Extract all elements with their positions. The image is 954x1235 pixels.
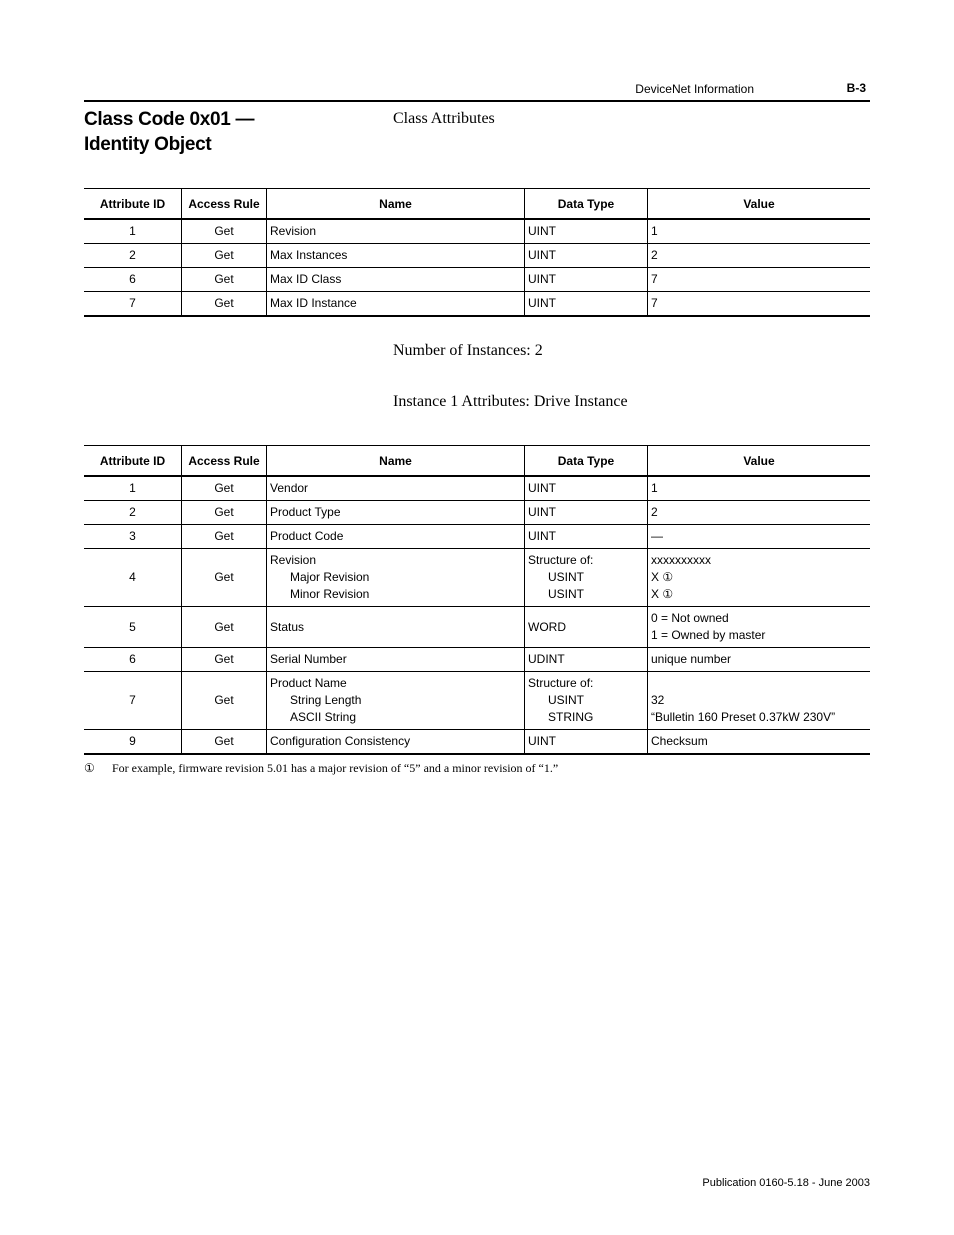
name-cell: Revision <box>267 219 525 244</box>
col-value: Value <box>648 446 871 477</box>
access-rule-cell: Get <box>182 244 267 268</box>
value-cell <box>648 476 871 501</box>
value-cell-line: X ① <box>651 587 674 601</box>
type-cell <box>525 549 648 607</box>
running-header <box>84 80 870 102</box>
type-cell: UINT <box>525 219 648 244</box>
attribute-id-cell: 2 <box>84 244 182 268</box>
type-cell <box>525 476 648 501</box>
table-row <box>84 549 870 607</box>
name-cell-line: Product Name <box>270 676 347 690</box>
value-cell: 2 <box>648 244 871 268</box>
type-cell-line: USINT <box>548 587 584 601</box>
page-number: B-3 <box>846 81 866 95</box>
attribute-id-cell: 6 <box>84 648 182 672</box>
instance-heading: Instance 1 Attributes: Drive Instance <box>393 393 628 410</box>
access-rule-cell: Get <box>182 476 267 501</box>
access-rule-cell: Get <box>182 607 267 648</box>
name-cell-line: Product Code <box>270 529 344 543</box>
class-attributes-table <box>84 188 870 317</box>
col-access-rule: Access Rule <box>182 189 267 220</box>
attribute-id-cell: 2 <box>84 501 182 525</box>
col-access-rule: Access Rule <box>182 446 267 477</box>
table-row <box>84 268 870 292</box>
access-rule-cell: Get <box>182 549 267 607</box>
value-cell <box>648 549 871 607</box>
value-cell-line: unique number <box>651 652 732 666</box>
value-cell-line: 0 = Not owned <box>651 611 729 625</box>
access-rule-cell: Get <box>182 648 267 672</box>
attribute-id-cell: 1 <box>84 219 182 244</box>
name-cell: Max Instances <box>267 244 525 268</box>
type-cell-line: UINT <box>528 529 556 543</box>
page-title <box>84 107 324 157</box>
type-cell-line: UDINT <box>528 652 565 666</box>
header-row <box>84 446 870 477</box>
title-line-2: Identity Object <box>84 134 212 155</box>
table-row <box>84 476 870 501</box>
type-cell-line: Structure of: <box>528 553 594 567</box>
attribute-id-cell: 5 <box>84 607 182 648</box>
value-cell <box>648 525 871 549</box>
table-row <box>84 219 870 244</box>
col-data-type: Data Type <box>525 189 648 220</box>
value-cell-line: 1 <box>651 481 658 495</box>
title-line-1: Class Code 0x01 — <box>84 109 255 130</box>
value-cell-line: 32 <box>651 693 665 707</box>
value-cell <box>648 730 871 755</box>
col-attribute-id: Attribute ID <box>84 189 182 220</box>
type-cell-line: WORD <box>528 619 566 634</box>
table-row <box>84 672 870 730</box>
value-cell-line: “Bulletin 160 Preset 0.37kW 230V” <box>651 710 836 724</box>
value-cell-line: 1 = Owned by master <box>651 628 766 642</box>
name-cell <box>267 672 525 730</box>
header-row <box>84 189 870 220</box>
type-cell-line: UINT <box>528 481 556 495</box>
number-of-instances: Number of Instances: 2 <box>393 342 543 359</box>
value-cell-line: X ① <box>651 570 674 584</box>
name-cell <box>267 525 525 549</box>
col-name: Name <box>267 446 525 477</box>
table-row <box>84 607 870 648</box>
name-cell-line: Revision <box>270 553 317 567</box>
table-row <box>84 501 870 525</box>
attribute-id-cell: 6 <box>84 268 182 292</box>
name-cell-line: Configuration Consistency <box>270 734 411 748</box>
col-attribute-id: Attribute ID <box>84 446 182 477</box>
access-rule-cell: Get <box>182 730 267 755</box>
col-data-type: Data Type <box>525 446 648 477</box>
attribute-id-cell: 4 <box>84 549 182 607</box>
attribute-id-cell: 3 <box>84 525 182 549</box>
footnote-text: For example, firmware revision 5.01 has a major revision of “5” and a minor revision of “1.” <box>112 761 559 775</box>
type-cell-line: Structure of: <box>528 676 594 690</box>
type-cell: UINT <box>525 268 648 292</box>
section-name: DeviceNet Information <box>635 82 754 96</box>
name-cell-line: String Length <box>290 693 362 707</box>
type-cell <box>525 730 648 755</box>
type-cell <box>525 525 648 549</box>
type-cell-line: STRING <box>548 710 594 724</box>
type-cell: UINT <box>525 244 648 268</box>
name-cell <box>267 607 525 648</box>
access-rule-cell: Get <box>182 525 267 549</box>
attribute-id-cell: 9 <box>84 730 182 755</box>
class-attributes-heading: Class Attributes <box>393 110 495 127</box>
col-name: Name <box>267 189 525 220</box>
col-value: Value <box>648 189 871 220</box>
instance-attributes-table <box>84 445 870 755</box>
value-cell <box>648 607 871 648</box>
name-cell-line: Serial Number <box>270 652 347 666</box>
type-cell: UINT <box>525 292 648 317</box>
footnote-marker: ① <box>84 761 95 775</box>
attribute-id-cell: 7 <box>84 672 182 730</box>
attribute-id-cell: 7 <box>84 292 182 317</box>
value-cell <box>648 501 871 525</box>
type-cell-line: USINT <box>548 570 584 584</box>
value-cell: 7 <box>648 268 871 292</box>
name-cell-line: ASCII String <box>290 710 357 724</box>
value-cell-line: 2 <box>651 505 658 519</box>
table-row <box>84 525 870 549</box>
name-cell-line: Vendor <box>270 481 309 495</box>
name-cell: Max ID Class <box>267 268 525 292</box>
name-cell <box>267 730 525 755</box>
access-rule-cell: Get <box>182 219 267 244</box>
value-cell: 1 <box>648 219 871 244</box>
access-rule-cell: Get <box>182 292 267 317</box>
name-cell-line: Minor Revision <box>290 587 370 601</box>
type-cell-line: USINT <box>548 693 584 707</box>
value-cell-line: — <box>651 529 663 543</box>
type-cell-line: UINT <box>528 734 556 748</box>
value-cell <box>648 648 871 672</box>
access-rule-cell: Get <box>182 268 267 292</box>
name-cell-line: Status <box>270 619 305 634</box>
name-cell <box>267 648 525 672</box>
access-rule-cell: Get <box>182 501 267 525</box>
footnote <box>84 761 558 776</box>
type-cell <box>525 501 648 525</box>
name-cell <box>267 549 525 607</box>
value-cell: 7 <box>648 292 871 317</box>
value-cell-line: Checksum <box>651 734 708 748</box>
value-cell <box>648 672 871 730</box>
table-row <box>84 648 870 672</box>
name-cell-line: Product Type <box>270 505 341 519</box>
type-cell-line: UINT <box>528 505 556 519</box>
table-row <box>84 292 870 317</box>
table-row <box>84 730 870 755</box>
value-cell-line <box>651 675 867 692</box>
name-cell: Max ID Instance <box>267 292 525 317</box>
access-rule-cell: Get <box>182 672 267 730</box>
type-cell <box>525 672 648 730</box>
name-cell <box>267 476 525 501</box>
type-cell <box>525 648 648 672</box>
name-cell <box>267 501 525 525</box>
value-cell-line: xxxxxxxxxx <box>651 553 711 567</box>
attribute-id-cell: 1 <box>84 476 182 501</box>
type-cell <box>525 607 648 648</box>
table-row <box>84 244 870 268</box>
name-cell-line: Major Revision <box>290 570 370 584</box>
publication-footer: Publication 0160-5.18 - June 2003 <box>702 1177 870 1189</box>
